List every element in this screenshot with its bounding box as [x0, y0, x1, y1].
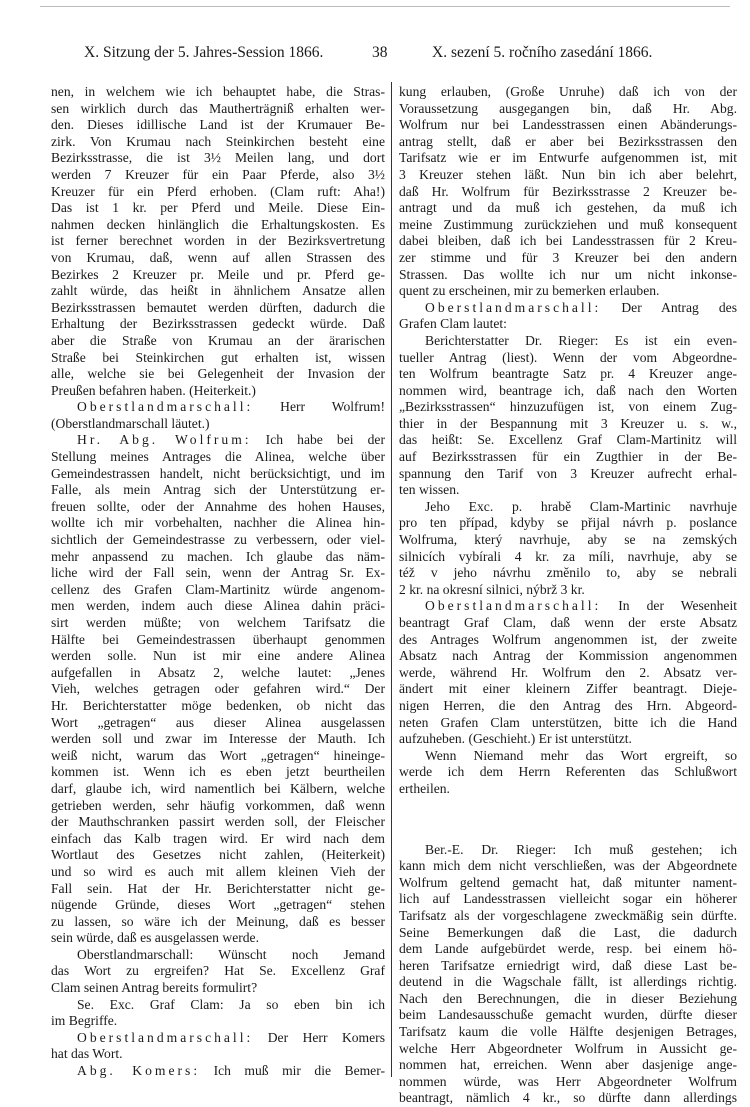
line-text: men werden, indem auch diese Alinea dahin präci-: [51, 598, 385, 614]
text-line: [51, 582, 385, 599]
text-line: [399, 482, 737, 499]
line-text: sichtlich der Gemeindestrasse zu verbessern, oder viel-: [51, 532, 385, 548]
text-line: [51, 333, 385, 350]
text-line: [399, 416, 737, 433]
text-line: [51, 930, 385, 947]
line-text: ändert mit einer kleinern Ziffer beantragt. Dieje-: [399, 681, 737, 697]
text-line: [399, 615, 737, 632]
header-german-title: X. Sitzung der 5. Jahres-Session 1866.: [84, 44, 324, 61]
line-text: getrieben werden, sehr häufig vorkommen, daß wenn: [51, 797, 385, 813]
line-text: Grafen Clam lautet:: [399, 316, 507, 332]
text-line: [51, 167, 385, 184]
line-text: werden 7 Kreuzer für ein Paar Pferde, also 3½: [51, 166, 385, 182]
column-divider: [391, 82, 392, 1077]
paragraph-gap: [399, 798, 737, 842]
paragraph: [51, 432, 385, 946]
text-line: [399, 499, 737, 516]
speaker-name: Oberstlandmarschall:: [425, 299, 602, 315]
text-line: [399, 731, 737, 748]
line-text: werden soll und zwar im Interesse der Mauth. Ich: [51, 731, 385, 747]
line-text: pro ten případ, kdyby se přijal návrh p. poslance: [399, 515, 737, 531]
line-text: aufgefallen in Absatz 2, welche lautet: „Jenes: [51, 664, 385, 680]
text-line: [51, 283, 385, 300]
line-text: mehr anpassend zu machen. Ich glaube das näm-: [51, 548, 385, 564]
text-line: [51, 947, 385, 964]
line-text: darf, glaube ich, wird namentlich bei Kälbern, welche: [51, 780, 385, 796]
line-text: Absatz nach Antrag der Kommission angenommen: [399, 648, 737, 664]
line-text: Kreuzer für ein Pferd erhoben. (Clam ruft: Aha!): [51, 183, 385, 199]
line-text: beantragt, nämlich 4 kr., so dürfte dann allerdings: [399, 1090, 737, 1106]
text-line: [399, 908, 737, 925]
text-line: [399, 150, 737, 167]
line-text: einfach das Kalb tragen wird. Er wird nach dem: [51, 830, 385, 846]
text-line: [51, 267, 385, 284]
line-text: quent zu erscheinen, mir zu bemerken erlauben.: [399, 283, 660, 299]
running-header: [0, 44, 750, 66]
line-text: nen, in welchem wie ich behauptet habe, die Stras-: [51, 84, 385, 99]
text-line: [399, 449, 737, 466]
line-text: Preußen befahren haben. (Heiterkeit.): [51, 382, 256, 398]
text-line: [51, 300, 385, 317]
line-text: zer stimme und für 3 Kreuzer bei den andern: [399, 249, 737, 265]
paragraph: [399, 499, 737, 599]
right-column: [399, 84, 737, 1107]
text-line: [51, 84, 385, 101]
paragraph: [51, 1030, 385, 1063]
text-line: [399, 250, 737, 267]
text-line: [399, 925, 737, 942]
paragraph: [399, 84, 737, 300]
paragraph: [399, 333, 737, 499]
text-line: [51, 134, 385, 151]
text-line: [399, 764, 737, 781]
text-line: [399, 698, 737, 715]
line-text: beim Landesausschuße gemacht wurden, dürfte dieser: [399, 1007, 737, 1023]
text-line: [51, 449, 385, 466]
paragraph: [51, 947, 385, 997]
text-line: [399, 582, 737, 599]
text-line: [399, 233, 737, 250]
line-text: In der Wesenheit: [618, 598, 738, 614]
line-text: Hr. Berichterstatter möge bedenken, ob nicht das: [51, 697, 385, 713]
line-text: Wolfruma, který navrhuje, aby se na zemských: [399, 532, 737, 548]
line-text: dem Lande aufgebürdet werde, resp. bei einem hö-: [399, 941, 737, 957]
line-text: den. Dieses idillische Land ist der Krumauer Be-: [51, 117, 385, 133]
text-line: [51, 847, 385, 864]
line-text: Wenn Niemand mehr das Wort ergreift, so: [425, 747, 737, 763]
line-text: heren Tarifsatze erniedrigt wird, daß diese Last be-: [399, 957, 737, 973]
line-text: sirt werden müßte; von welchem Tarifsatz die: [51, 615, 385, 630]
text-line: [399, 101, 737, 118]
text-line: [399, 515, 737, 532]
line-text: werde ich dem Herrn Referenten das Schlußwort: [399, 764, 737, 780]
line-text: meine Zustimmung zurückziehen und muß konsequent: [399, 216, 737, 232]
text-line: [399, 1057, 737, 1074]
speaker-name: Oberstlandmarschall:: [77, 399, 254, 415]
text-line: [51, 1063, 385, 1080]
paragraph: [51, 997, 385, 1030]
text-line: [399, 200, 737, 217]
text-line: [51, 532, 385, 549]
text-line: [399, 781, 737, 798]
text-line: [51, 715, 385, 732]
text-line: [399, 117, 737, 134]
line-text: 3 Kreuzer stehen läßt. Nun bin ich aber belehrt,: [399, 166, 737, 182]
speaker-name: Oberstlandmarschall:: [77, 1029, 254, 1045]
text-line: [51, 399, 385, 416]
line-text: Ich habe bei der: [265, 432, 385, 448]
paragraph: [399, 842, 737, 1107]
line-text: weiß nicht, warum das Wort „getragen“ hineinge-: [51, 747, 385, 763]
line-text: alle, welche sie bei Gelegenheit der Invasion der: [51, 366, 385, 382]
text-line: [399, 366, 737, 383]
line-text: „Bezirksstrassen“ hinzuzufügen ist, von einem Zug-: [399, 399, 737, 415]
text-line: [399, 432, 737, 449]
line-text: nommen wird, beantrage ich, daß nach den Worten: [399, 382, 737, 398]
line-text: silnicích vybírali 4 kr. za míli, navrhuje, aby se: [399, 548, 737, 564]
line-text: Bezirksstrasse, die ist 3½ Meilen lang, und dort: [51, 150, 385, 166]
text-line: [399, 565, 737, 582]
line-text: Bezirkes 2 Kreuzer pr. Meile und pr. Pferd ge-: [51, 266, 385, 282]
text-line: [51, 482, 385, 499]
text-line: [399, 383, 737, 400]
line-text: werde, während Hr. Wolfrum den 2. Absatz ver-: [399, 664, 737, 680]
text-line: [51, 632, 385, 649]
text-line: [399, 891, 737, 908]
text-line: [51, 366, 385, 383]
text-line: [399, 1007, 737, 1024]
text-line: [51, 831, 385, 848]
text-line: [51, 665, 385, 682]
line-text: dabei bleiben, daß ich bei Landesstrassen für 2 Kreu-: [399, 233, 737, 249]
line-text: beantragt Graf Clam, daß wenn der erste Absatz: [399, 615, 737, 630]
text-line: [51, 200, 385, 217]
text-line: [399, 134, 737, 151]
line-text: das heißt: Se. Excellenz Graf Clam-Martinitz will: [399, 432, 737, 448]
text-line: [51, 383, 385, 400]
line-text: kann mich dem nicht verschließen, was der Abgeordnete: [399, 858, 737, 874]
text-line: [51, 914, 385, 931]
line-text: Ich muß mir die Bemer-: [213, 1063, 385, 1079]
paragraph: [399, 598, 737, 747]
line-text: Herr Wolfrum!: [280, 399, 385, 415]
line-text: nommen hat, erreichen. Wenn aber dasjenige ange-: [399, 1057, 737, 1073]
line-text: tueller Antrag (liest). Wenn der vom Abgeordne-: [399, 349, 737, 365]
line-text: Hälfte bei Gemeindestrassen überhaupt genommen: [51, 631, 385, 647]
line-text: Gemeindestrassen handelt, nicht berücksichtigt, und im: [51, 465, 385, 481]
line-text: Fall sein. Hat der Hr. Berichterstatter nicht ge-: [51, 880, 385, 896]
line-text: Wort „getragen“ aus dieser Alinea ausgelassen: [51, 714, 385, 730]
line-text: im Begriffe.: [51, 1013, 118, 1029]
line-text: kommen ist. Wenn ich es eben jetzt beurtheilen: [51, 764, 385, 780]
line-text: 2 kr. na okresní silnici, nýbrž 3 kr.: [399, 581, 585, 597]
text-line: [399, 665, 737, 682]
line-text: hat das Wort.: [51, 1046, 123, 1062]
text-line: [399, 858, 737, 875]
line-text: daß Hr. Wolfrum für Bezirksstrasse 2 Kreuzer be-: [399, 183, 737, 199]
line-text: Straße bei Steinkirchen gut erhalten ist, wissen: [51, 349, 385, 365]
text-line: [51, 515, 385, 532]
text-line: [399, 350, 737, 367]
text-line: [399, 715, 737, 732]
text-line: [399, 84, 737, 101]
text-line: [51, 963, 385, 980]
text-line: [51, 350, 385, 367]
line-text: ist ferner berechnet worden in der Bezirksvertretung: [51, 233, 385, 249]
text-line: [51, 150, 385, 167]
text-line: [51, 184, 385, 201]
line-text: wollte ich mir vorbehalten, nachher die Alinea hin-: [51, 515, 385, 531]
line-text: liche wird der Fall sein, wenn der Antrag Sr. Ex-: [51, 565, 385, 581]
text-line: [51, 101, 385, 118]
text-line: [399, 958, 737, 975]
text-line: [399, 1074, 737, 1091]
line-text: Se. Exc. Graf Clam: Ja so eben bin ich: [77, 996, 385, 1012]
text-line: [399, 399, 737, 416]
line-text: zu lassen, so wäre ich der Meinung, daß es besser: [51, 913, 385, 929]
text-line: [399, 532, 737, 549]
line-text: Der Herr Komers: [267, 1029, 385, 1045]
line-text: Seine Bemerkungen daß die Last, die dadurch: [399, 924, 737, 940]
line-text: sen wirklich durch das Mautherträgniß erhalten wer-: [51, 100, 385, 116]
page-top-edge: [40, 6, 730, 7]
line-text: Stellung meines Antrages die Alinea, welche über: [51, 449, 385, 465]
text-line: [51, 466, 385, 483]
text-line: [399, 549, 737, 566]
line-text: Jeho Exc. p. hrabě Clam-Martinic navrhuje: [425, 498, 737, 514]
line-text: spannung den Tarif von 3 Kreuzer aufrecht erhal-: [399, 465, 737, 481]
text-line: [399, 991, 737, 1008]
speaker-name: Abg. Komers:: [77, 1063, 201, 1079]
line-text: Erhaltung der Bezirksstrassen gedeckt würde. Daß: [51, 316, 385, 332]
line-text: Bezirksstrassen bemautet werden dürften, dadurch die: [51, 299, 385, 315]
line-text: werden solle. Nun ist mir eine andere Alinea: [51, 648, 385, 664]
line-text: ten wissen.: [399, 482, 460, 498]
line-text: thier in der Bespannung mit 3 Kreuzer u. s. w.,: [399, 415, 737, 431]
line-text: aber die Straße von Krumau an der ärarischen: [51, 332, 385, 348]
line-text: Voraussetzung ausgegangen bin, daß Hr. Abg.: [399, 100, 737, 116]
text-line: [51, 1013, 385, 1030]
left-column: [51, 84, 385, 1080]
text-line: [51, 781, 385, 798]
text-line: [51, 233, 385, 250]
text-line: [51, 1030, 385, 1047]
line-text: nigen Herren, die den Antrag des Hrn. Abgeord-: [399, 697, 737, 713]
text-line: [399, 1090, 737, 1107]
line-text: deutend in die Wagschale fällt, ist allerdings richtig.: [399, 974, 737, 990]
line-text: antragt und da muß ich gestehen, da muß ich: [399, 200, 737, 216]
text-line: [51, 217, 385, 234]
line-text: das Wort zu ergreifen? Hat Se. Excellenz Graf: [51, 963, 385, 979]
text-line: [399, 167, 737, 184]
text-line: [51, 897, 385, 914]
text-line: [399, 941, 737, 958]
text-line: [399, 748, 737, 765]
paragraph: [399, 300, 737, 333]
line-text: lich auf Landesstrassen vielleicht sogar ein höherer: [399, 891, 737, 907]
line-text: Das ist 1 kr. per Pferd und Meile. Diese Ein-: [51, 200, 385, 216]
line-text: Berichterstatter Dr. Rieger: Es ist ein even-: [425, 332, 737, 348]
paragraph: [399, 748, 737, 798]
line-text: (Oberstlandmarschall läutet.): [51, 415, 210, 431]
text-line: [51, 598, 385, 615]
line-text: Der Antrag des: [621, 299, 737, 315]
paragraph: [51, 84, 385, 399]
text-line: [51, 615, 385, 632]
line-text: nommen würde, was Herr Abgeordneter Wolfrum: [399, 1073, 737, 1089]
line-text: Vieh, welches getragen oder gefahren wird.“ Der: [51, 681, 385, 697]
text-line: [51, 499, 385, 516]
text-line: [399, 184, 737, 201]
text-line: [51, 1046, 385, 1063]
line-text: ertheilen.: [399, 780, 450, 796]
line-text: Wolfrum nur bei Landesstrassen einen Abänderungs-: [399, 117, 737, 133]
line-text: Wortlaut des Gesetzes nicht zahlen, (Heiterkeit): [51, 847, 385, 863]
line-text: aufzuheben. (Geschieht.) Er ist unterstützt.: [399, 731, 632, 747]
text-line: [399, 300, 737, 317]
text-line: [399, 842, 737, 859]
text-line: [51, 565, 385, 582]
text-line: [399, 466, 737, 483]
line-text: nahmen decken hinlänglich die Erhaltungskosten. Es: [51, 216, 385, 232]
text-line: [51, 416, 385, 433]
text-line: [399, 1024, 737, 1041]
page-number: 38: [372, 44, 388, 61]
text-line: [51, 764, 385, 781]
text-line: [51, 117, 385, 134]
line-text: ten Wolfrum beantragte Satz pr. 4 Kreuzer ange-: [399, 366, 737, 382]
text-line: [399, 974, 737, 991]
header-czech-title: X. sezení 5. ročního zasedání 1866.: [432, 44, 653, 61]
text-line: [399, 598, 737, 615]
line-text: zirk. Von Krumau nach Steinkirchen besteht eine: [51, 133, 385, 149]
text-line: [51, 997, 385, 1014]
text-line: [51, 648, 385, 665]
paragraph: [51, 1063, 385, 1080]
line-text: der Mauthschranken passirt werden soll, der Fleischer: [51, 814, 385, 830]
text-line: [51, 681, 385, 698]
text-line: [51, 798, 385, 815]
paragraph: [51, 399, 385, 432]
line-text: zahlt würde, das heißt in ähnlichem Ansatze allen: [51, 283, 385, 299]
text-line: [399, 283, 737, 300]
speaker-name: Hr. Abg. Wolfrum:: [77, 432, 252, 448]
line-text: Tarifsatz als der vorgeschlagene zweckmäßig sein dürfte.: [399, 907, 737, 923]
line-text: von Krumau, daß, wenn auf allen Strassen des: [51, 249, 385, 265]
text-line: [399, 681, 737, 698]
line-text: sein würde, daß es ausgelassen werde.: [51, 930, 259, 946]
line-text: und so wird es auch mit allem kleinen Vieh der: [51, 863, 385, 879]
line-text: Ber.-E. Dr. Rieger: Ich muß gestehen; ich: [425, 841, 737, 857]
text-line: [399, 333, 737, 350]
line-text: neten Grafen Clam unterstützen, bitte ich die Hand: [399, 714, 737, 730]
text-line: [51, 432, 385, 449]
text-line: [51, 549, 385, 566]
line-text: též v jeho návrhu změnilo to, aby se nebrali: [399, 565, 737, 581]
line-text: Wolfrum geltend gemacht hat, daß mitunter nament-: [399, 874, 737, 890]
text-line: [51, 814, 385, 831]
text-line: [51, 731, 385, 748]
text-line: [399, 1041, 737, 1058]
speaker-name: Oberstlandmarschall:: [425, 598, 602, 614]
text-line: [399, 267, 737, 284]
line-text: Falle, als mein Antrag sich der Unterstützung er-: [51, 482, 385, 498]
line-text: Clam seinen Antrag bereits formulirt?: [51, 980, 258, 996]
line-text: Tarifsatz kaum die volle Hälfte desjenigen Betrages,: [399, 1024, 737, 1040]
text-line: [399, 632, 737, 649]
line-text: freuen sollte, oder der Annahme des hohen Hauses,: [51, 498, 385, 514]
line-text: Oberstlandmarschall: Wünscht noch Jemand: [77, 946, 385, 962]
text-line: [51, 864, 385, 881]
line-text: Strassen. Das wollte ich nur um nicht inkonse-: [399, 266, 737, 282]
line-text: Nach den Berechnungen, die in dieser Beziehung: [399, 990, 737, 1006]
text-line: [51, 316, 385, 333]
line-text: antrag stellt, daß er aber bei Bezirksstrassen den: [399, 133, 737, 149]
line-text: kung erlauben, (Große Unruhe) daß ich von der: [399, 84, 737, 99]
text-line: [51, 698, 385, 715]
text-line: [399, 648, 737, 665]
line-text: nügende Gründe, dieses Wort „getragen“ stehen: [51, 897, 385, 913]
text-line: [399, 316, 737, 333]
line-text: des Antrages Wolfrum angenommen ist, der zweite: [399, 631, 737, 647]
text-line: [51, 980, 385, 997]
line-text: Tarifsatz wie er im Entwurfe aufgenommen ist, mit: [399, 150, 737, 166]
line-text: cellenz des Grafen Clam-Martinitz würde angenom-: [51, 581, 385, 597]
line-text: auf Bezirksstrassen für ein Zugthier in der Be-: [399, 449, 737, 465]
text-line: [51, 250, 385, 267]
line-text: welche Herr Abgeordneter Wolfrum in Aussicht ge-: [399, 1040, 737, 1056]
text-line: [399, 875, 737, 892]
text-line: [51, 881, 385, 898]
text-line: [51, 748, 385, 765]
text-line: [399, 217, 737, 234]
